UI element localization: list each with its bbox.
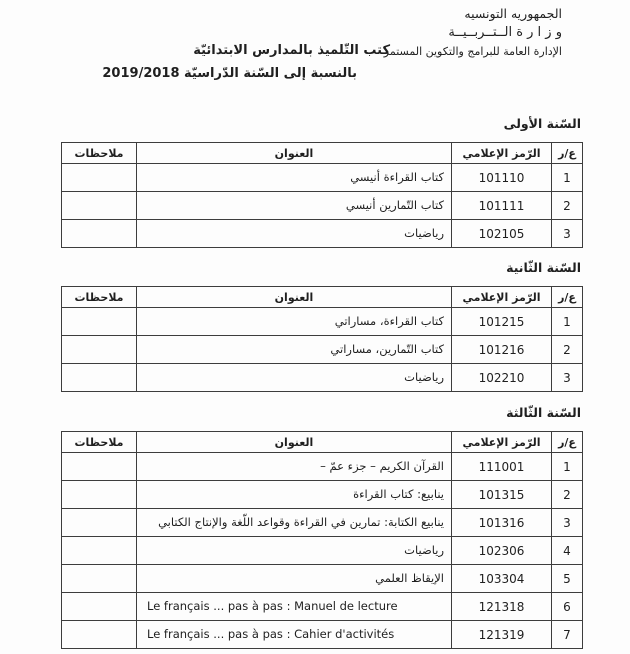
code-cell: 101316 bbox=[452, 509, 552, 537]
row-number-cell: 3 bbox=[552, 364, 583, 392]
header-row-number: ع/ر bbox=[552, 432, 583, 453]
row-number-cell: 2 bbox=[552, 481, 583, 509]
header-code: الرّمز الإعلامي bbox=[452, 432, 552, 453]
header-title: العنوان bbox=[137, 432, 452, 453]
books-table-year-3 bbox=[61, 431, 583, 649]
book-row bbox=[62, 565, 583, 593]
header-title: العنوان bbox=[137, 143, 452, 164]
code-cell: 102105 bbox=[452, 220, 552, 248]
table-body bbox=[62, 308, 583, 392]
code-cell: 111001 bbox=[452, 453, 552, 481]
notes-cell bbox=[62, 509, 137, 537]
document-title-line1: كتب التّلميذ بالمدارس الابتدائيّة bbox=[193, 43, 390, 58]
book-row bbox=[62, 164, 583, 192]
section-year-2 bbox=[62, 260, 583, 392]
title-cell: Le français ... pas à pas : Cahier d'activités bbox=[137, 621, 452, 649]
row-number-cell: 1 bbox=[552, 453, 583, 481]
row-number-cell: 7 bbox=[552, 621, 583, 649]
notes-cell bbox=[62, 308, 137, 336]
notes-cell bbox=[62, 593, 137, 621]
section-title-year-3: السّنة الثّالثة bbox=[506, 405, 581, 420]
header-code: الرّمز الإعلامي bbox=[452, 287, 552, 308]
notes-cell bbox=[62, 364, 137, 392]
table-body bbox=[62, 453, 583, 649]
table-header-row bbox=[62, 432, 583, 453]
title-cell: ينابيع: كتاب القراءة bbox=[137, 481, 452, 509]
header-row-number: ع/ر bbox=[552, 287, 583, 308]
row-number-cell: 5 bbox=[552, 565, 583, 593]
table-header-row bbox=[62, 143, 583, 164]
header-title: العنوان bbox=[137, 287, 452, 308]
title-cell: رياضيات bbox=[137, 364, 452, 392]
notes-cell bbox=[62, 220, 137, 248]
code-cell: 102306 bbox=[452, 537, 552, 565]
code-cell: 101315 bbox=[452, 481, 552, 509]
book-row bbox=[62, 593, 583, 621]
code-cell: 101215 bbox=[452, 308, 552, 336]
header-row-number: ع/ر bbox=[552, 143, 583, 164]
title-cell: الإيقاظ العلمي bbox=[137, 565, 452, 593]
notes-cell bbox=[62, 621, 137, 649]
section-year-3 bbox=[62, 405, 583, 649]
table-body bbox=[62, 164, 583, 248]
header-notes: ملاحظات bbox=[62, 432, 137, 453]
book-row bbox=[62, 308, 583, 336]
notes-cell bbox=[62, 336, 137, 364]
notes-cell bbox=[62, 453, 137, 481]
section-title-year-1: السّنة الأولى bbox=[503, 116, 581, 131]
book-row bbox=[62, 364, 583, 392]
book-row bbox=[62, 336, 583, 364]
section-title-year-2: السّنة الثّانية bbox=[506, 260, 581, 275]
books-table-year-2 bbox=[61, 286, 583, 392]
title-cell: كتاب القراءة، مساراتي bbox=[137, 308, 452, 336]
code-cell: 101216 bbox=[452, 336, 552, 364]
header-notes: ملاحظات bbox=[62, 143, 137, 164]
section-year-1 bbox=[62, 116, 583, 248]
notes-cell bbox=[62, 481, 137, 509]
row-number-cell: 3 bbox=[552, 220, 583, 248]
notes-cell bbox=[62, 537, 137, 565]
title-cell: رياضيات bbox=[137, 537, 452, 565]
title-cell: كتاب التّمارين أنيسي bbox=[137, 192, 452, 220]
header-notes: ملاحظات bbox=[62, 287, 137, 308]
code-cell: 121318 bbox=[452, 593, 552, 621]
republic-name: الجمهوريه التونسيه bbox=[464, 6, 562, 21]
row-number-cell: 2 bbox=[552, 192, 583, 220]
directorate-name: الإدارة العامة للبرامج والتكوين المستمر bbox=[383, 45, 562, 58]
books-table-year-1 bbox=[61, 142, 583, 248]
row-number-cell: 1 bbox=[552, 308, 583, 336]
row-number-cell: 1 bbox=[552, 164, 583, 192]
title-cell: رياضيات bbox=[137, 220, 452, 248]
ministry-name: و ز ا ر ة الــتــربــيــة bbox=[448, 25, 562, 40]
book-row bbox=[62, 220, 583, 248]
header-code: الرّمز الإعلامي bbox=[452, 143, 552, 164]
code-cell: 101110 bbox=[452, 164, 552, 192]
notes-cell bbox=[62, 164, 137, 192]
book-row bbox=[62, 481, 583, 509]
table-header-row bbox=[62, 287, 583, 308]
notes-cell bbox=[62, 192, 137, 220]
code-cell: 121319 bbox=[452, 621, 552, 649]
row-number-cell: 2 bbox=[552, 336, 583, 364]
title-cell: ينابيع الكتابة: تمارين في القراءة وقواعد اللّغة والإنتاج الكتابي bbox=[137, 509, 452, 537]
row-number-cell: 6 bbox=[552, 593, 583, 621]
title-cell: Le français ... pas à pas : Manuel de lecture bbox=[137, 593, 452, 621]
book-row bbox=[62, 453, 583, 481]
book-row bbox=[62, 509, 583, 537]
code-cell: 103304 bbox=[452, 565, 552, 593]
notes-cell bbox=[62, 565, 137, 593]
title-cell: كتاب القراءة أنيسي bbox=[137, 164, 452, 192]
book-row bbox=[62, 192, 583, 220]
row-number-cell: 4 bbox=[552, 537, 583, 565]
row-number-cell: 3 bbox=[552, 509, 583, 537]
code-cell: 101111 bbox=[452, 192, 552, 220]
book-row bbox=[62, 621, 583, 649]
title-cell: كتاب التّمارين، مساراتي bbox=[137, 336, 452, 364]
code-cell: 102210 bbox=[452, 364, 552, 392]
book-row bbox=[62, 537, 583, 565]
title-cell: القرآن الكريم – جزء عمّ – bbox=[137, 453, 452, 481]
government-header bbox=[384, 4, 562, 61]
document-title-line2: بالنسبة إلى السّنة الدّراسيّة 2019/2018 bbox=[102, 66, 357, 81]
